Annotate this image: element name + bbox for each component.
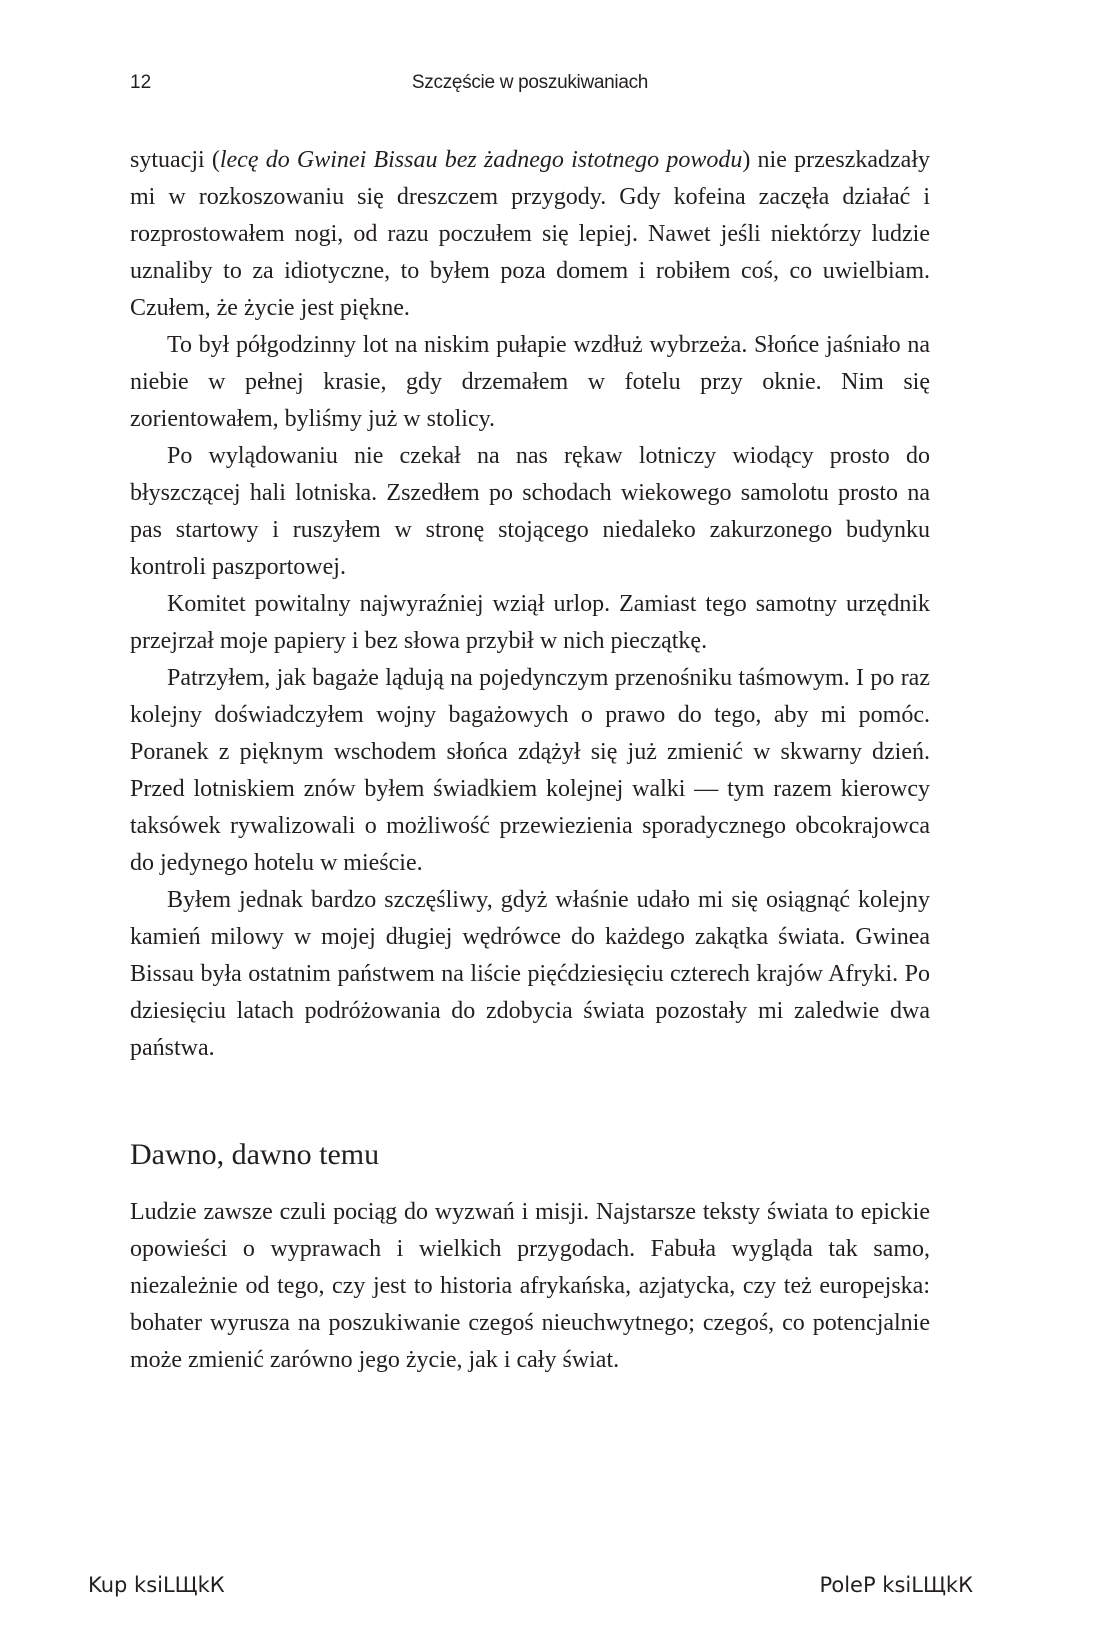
paragraph-4: Komitet powitalny najwyraźniej wziął urlop. Zamiast tego samotny urzędnik przejrzał moje papiery i bez słowa przybił w nich pieczątkę. [130, 591, 930, 654]
page-number: 12 [130, 72, 152, 93]
book-page-body [130, 142, 930, 1379]
paragraph-5: Patrzyłem, jak bagaże lądują na pojedynczym przenośniku taśmowym. I po raz kolejny doświadczyłem wojny bagażowych o prawo do tego, aby mi pomóc. Poranek z pięknym wschodem słońca zdążył się już zmienić w skwarny dzień. Przed lotniskiem znów byłem świadkiem kolejnej walki — tym razem kierowcy taksówek rywalizowali o możliwość przewiezienia sporadycznego obcokrajowca do jedynego hotelu w mieście. [130, 665, 930, 876]
paragraph-1-start: sytuacji ( [130, 147, 220, 173]
paragraph-6: Byłem jednak bardzo szczęśliwy, gdyż właśnie udało mi się osiągnąć kolejny kamień milowy w mojej długiej wędrówce do każdego zakątka świata. Gwinea Bissau była ostatnim państwem na liście pięćdziesięciu czterech krajów Afryki. Po dziesięciu latach podróżowania do zdobycia świata pozostały mi zaledwie dwa państwa. [130, 887, 930, 1061]
paragraph-3: Po wylądowaniu nie czekał na nas rękaw lotniczy wiodący prosto do błyszczącej hali lotniska. Zszedłem po schodach wiekowego samolotu prosto na pas startowy i ruszyłem w stronę stojącego niedaleko zakurzonego budynku kontroli paszportowej. [130, 443, 930, 580]
buy-book-link[interactable]: Kup ksiLЩkК [88, 1573, 225, 1597]
paragraph-1-italic: lecę do Gwinei Bissau bez żadnego istotnego powodu [219, 147, 743, 173]
paragraph-1-end: ) nie przeszkadzały mi w rozkoszowaniu się dreszczem przygody. Gdy kofeina zaczęła działać i rozprostowałem nogi, od razu poczułem się lepiej. Nawet jeśli niektórzy ludzie uznaliby to za idiotyczne, to byłem poza domem i robiłem coś, co uwielbiam. Czułem, że życie jest piękne. [130, 147, 931, 321]
running-head [130, 72, 930, 102]
section-heading: Dawno, dawno temu [130, 1138, 380, 1171]
paragraph-7: Ludzie zawsze czuli pociąg do wyzwań i misji. Najstarsze teksty świata to epickie opowieści o wyprawach i wielkich przygodach. Fabuła wygląda tak samo, niezależnie od tego, czy jest to historia afrykańska, azjatycka, czy też europejska: bohater wyrusza na poszukiwanie czegoś nieuchwytnego; czegoś, co potencjalnie może zmienić zarówno jego życie, jak i cały świat. [130, 1199, 930, 1373]
running-title: Szczęście w poszukiwaniach [411, 72, 649, 93]
paragraph-1 [130, 142, 930, 327]
page-footer [88, 1573, 973, 1603]
recommend-book-link[interactable]: PoleР ksiLЩkК [819, 1573, 973, 1597]
paragraph-2: To był półgodzinny lot na niskim pułapie wzdłuż wybrzeża. Słońce jaśniało na niebie w pełnej krasie, gdy drzemałem w fotelu przy oknie. Nim się zorientowałem, byliśmy już w stolicy. [130, 332, 930, 432]
